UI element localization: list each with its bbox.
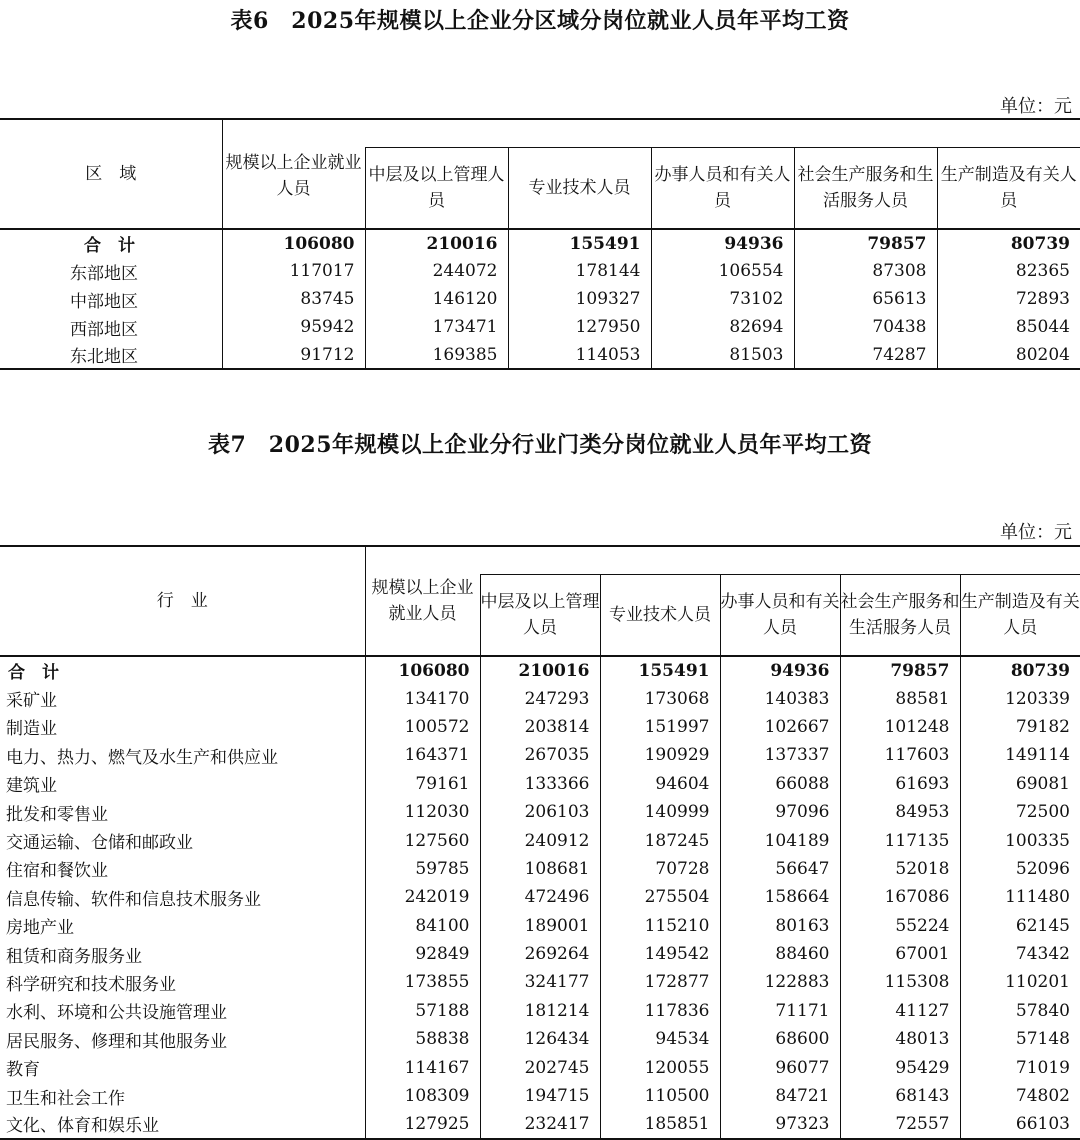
table-cell: 101248 bbox=[840, 713, 960, 741]
table-cell: 83745 bbox=[222, 285, 365, 313]
table-cell: 210016 bbox=[480, 656, 600, 684]
table-cell: 106080 bbox=[222, 229, 365, 257]
table-cell: 185851 bbox=[600, 1110, 720, 1138]
table-cell: 158664 bbox=[720, 883, 840, 911]
table-row bbox=[0, 883, 1080, 911]
table-cell: 56647 bbox=[720, 855, 840, 883]
table-cell: 109327 bbox=[508, 285, 651, 313]
table-cell: 97323 bbox=[720, 1110, 840, 1138]
table6-col-header: 生产制造及有关人员 bbox=[937, 147, 1080, 229]
table-cell: 102667 bbox=[720, 713, 840, 741]
row-label: 东部地区 bbox=[70, 263, 138, 284]
table-cell: 73102 bbox=[651, 285, 794, 313]
table-cell: 79161 bbox=[365, 770, 480, 798]
table-cell: 52096 bbox=[960, 855, 1080, 883]
table7-col-header: 社会生产服务和生活服务人员 bbox=[840, 574, 960, 656]
table-cell: 151997 bbox=[600, 713, 720, 741]
row-label: 中部地区 bbox=[70, 291, 138, 312]
table-cell: 61693 bbox=[840, 770, 960, 798]
table-row bbox=[0, 656, 1080, 684]
row-label: 合 计 bbox=[8, 663, 59, 684]
table-cell: 134170 bbox=[365, 684, 480, 712]
table-cell: 206103 bbox=[480, 798, 600, 826]
table-row bbox=[0, 940, 1080, 968]
table-cell: 173068 bbox=[600, 684, 720, 712]
table-cell: 472496 bbox=[480, 883, 600, 911]
table-cell: 149114 bbox=[960, 741, 1080, 769]
table-cell: 95429 bbox=[840, 1053, 960, 1081]
table-row bbox=[0, 968, 1080, 996]
table-cell: 324177 bbox=[480, 968, 600, 996]
table-cell: 100572 bbox=[365, 713, 480, 741]
table-cell: 127950 bbox=[508, 313, 651, 341]
table-cell: 79857 bbox=[840, 656, 960, 684]
table-cell: 173855 bbox=[365, 968, 480, 996]
table-cell: 106080 bbox=[365, 656, 480, 684]
table-cell: 74287 bbox=[794, 341, 937, 369]
table-cell: 70438 bbox=[794, 313, 937, 341]
table-cell: 133366 bbox=[480, 770, 600, 798]
table-cell: 68143 bbox=[840, 1082, 960, 1110]
table-cell: 203814 bbox=[480, 713, 600, 741]
table7-col-header: 中层及以上管理人员 bbox=[480, 574, 600, 656]
table-cell: 70728 bbox=[600, 855, 720, 883]
row-label: 批发和零售业 bbox=[6, 804, 108, 825]
row-label: 居民服务、修理和其他服务业 bbox=[6, 1031, 227, 1052]
table-cell: 87308 bbox=[794, 257, 937, 285]
table-cell: 155491 bbox=[508, 229, 651, 257]
table-cell: 187245 bbox=[600, 826, 720, 854]
table-row bbox=[0, 826, 1080, 854]
table-cell: 149542 bbox=[600, 940, 720, 968]
table-cell: 110500 bbox=[600, 1082, 720, 1110]
table-cell: 122883 bbox=[720, 968, 840, 996]
table-cell: 173471 bbox=[365, 313, 508, 341]
row-label: 交通运输、仓储和邮政业 bbox=[6, 833, 193, 854]
table-row bbox=[0, 855, 1080, 883]
table-cell: 88581 bbox=[840, 684, 960, 712]
table-cell: 167086 bbox=[840, 883, 960, 911]
table-cell: 117135 bbox=[840, 826, 960, 854]
table-cell: 202745 bbox=[480, 1053, 600, 1081]
table-cell: 178144 bbox=[508, 257, 651, 285]
row-label: 建筑业 bbox=[6, 776, 57, 797]
table6-row-header: 区 域 bbox=[0, 119, 222, 229]
table6-header-spacer bbox=[365, 119, 1080, 147]
row-label: 电力、热力、燃气及水生产和供应业 bbox=[6, 747, 278, 768]
table-row bbox=[0, 341, 1080, 369]
table-cell: 232417 bbox=[480, 1110, 600, 1138]
table6-title: 表6 2025年规模以上企业分区域分岗位就业人员年平均工资 bbox=[230, 8, 850, 34]
table7-header-spacer bbox=[480, 546, 1080, 574]
table-cell: 112030 bbox=[365, 798, 480, 826]
table-cell: 59785 bbox=[365, 855, 480, 883]
row-label: 科学研究和技术服务业 bbox=[6, 974, 176, 995]
table-cell: 92849 bbox=[365, 940, 480, 968]
table-cell: 189001 bbox=[480, 912, 600, 940]
table6-unit: 单位：元 bbox=[1000, 96, 1072, 117]
table-cell: 181214 bbox=[480, 997, 600, 1025]
table-cell: 169385 bbox=[365, 341, 508, 369]
table6-col-header: 办事人员和有关人员 bbox=[651, 147, 794, 229]
table-row bbox=[0, 1082, 1080, 1110]
table-cell: 172877 bbox=[600, 968, 720, 996]
table-row bbox=[0, 1025, 1080, 1053]
table-row bbox=[0, 770, 1080, 798]
table-cell: 120339 bbox=[960, 684, 1080, 712]
table-cell: 82365 bbox=[937, 257, 1080, 285]
row-label: 采矿业 bbox=[6, 691, 57, 712]
table-cell: 66088 bbox=[720, 770, 840, 798]
table-cell: 140999 bbox=[600, 798, 720, 826]
table7-unit: 单位：元 bbox=[1000, 522, 1072, 543]
table-cell: 94604 bbox=[600, 770, 720, 798]
table-cell: 100335 bbox=[960, 826, 1080, 854]
table-cell: 71171 bbox=[720, 997, 840, 1025]
table-cell: 137337 bbox=[720, 741, 840, 769]
table-cell: 55224 bbox=[840, 912, 960, 940]
table-cell: 242019 bbox=[365, 883, 480, 911]
table-row bbox=[0, 257, 1080, 285]
table-cell: 58838 bbox=[365, 1025, 480, 1053]
table-cell: 80204 bbox=[937, 341, 1080, 369]
table-row bbox=[0, 313, 1080, 341]
table-cell: 108681 bbox=[480, 855, 600, 883]
table-cell: 115210 bbox=[600, 912, 720, 940]
table-cell: 94936 bbox=[720, 656, 840, 684]
table-cell: 244072 bbox=[365, 257, 508, 285]
table-row bbox=[0, 1053, 1080, 1081]
row-label: 西部地区 bbox=[70, 319, 138, 340]
table-cell: 96077 bbox=[720, 1053, 840, 1081]
table-cell: 74802 bbox=[960, 1082, 1080, 1110]
table-cell: 111480 bbox=[960, 883, 1080, 911]
row-label: 卫生和社会工作 bbox=[6, 1088, 125, 1109]
table-cell: 80163 bbox=[720, 912, 840, 940]
table-cell: 117603 bbox=[840, 741, 960, 769]
table-cell: 127560 bbox=[365, 826, 480, 854]
table-cell: 106554 bbox=[651, 257, 794, 285]
table-cell: 84721 bbox=[720, 1082, 840, 1110]
table-row bbox=[0, 1110, 1080, 1138]
table-cell: 247293 bbox=[480, 684, 600, 712]
table-cell: 117017 bbox=[222, 257, 365, 285]
table7-col-header: 办事人员和有关人员 bbox=[720, 574, 840, 656]
row-label: 制造业 bbox=[6, 719, 57, 740]
table-row bbox=[0, 285, 1080, 313]
row-label: 信息传输、软件和信息技术服务业 bbox=[6, 889, 261, 910]
table6-col-main: 规模以上企业就业人员 bbox=[222, 119, 365, 229]
table-cell: 80739 bbox=[937, 229, 1080, 257]
table6-col-header: 专业技术人员 bbox=[508, 147, 651, 229]
row-label: 房地产业 bbox=[6, 918, 74, 939]
table-cell: 110201 bbox=[960, 968, 1080, 996]
row-label: 合 计 bbox=[84, 236, 135, 256]
table7-row-header: 行 业 bbox=[0, 546, 365, 656]
table-cell: 62145 bbox=[960, 912, 1080, 940]
table6 bbox=[0, 118, 1080, 370]
table-cell: 114167 bbox=[365, 1053, 480, 1081]
table-cell: 65613 bbox=[794, 285, 937, 313]
table-cell: 79857 bbox=[794, 229, 937, 257]
table-cell: 67001 bbox=[840, 940, 960, 968]
table-cell: 146120 bbox=[365, 285, 508, 313]
table-cell: 69081 bbox=[960, 770, 1080, 798]
table-cell: 84100 bbox=[365, 912, 480, 940]
table7-col-header: 生产制造及有关人员 bbox=[960, 574, 1080, 656]
table-cell: 164371 bbox=[365, 741, 480, 769]
table-row bbox=[0, 684, 1080, 712]
row-label: 水利、环境和公共设施管理业 bbox=[6, 1003, 227, 1024]
table-row bbox=[0, 997, 1080, 1025]
table-cell: 115308 bbox=[840, 968, 960, 996]
table7-col-header: 专业技术人员 bbox=[600, 574, 720, 656]
table-cell: 57840 bbox=[960, 997, 1080, 1025]
table-row bbox=[0, 713, 1080, 741]
table-cell: 97096 bbox=[720, 798, 840, 826]
table-cell: 91712 bbox=[222, 341, 365, 369]
table-cell: 82694 bbox=[651, 313, 794, 341]
table-cell: 95942 bbox=[222, 313, 365, 341]
row-label: 文化、体育和娱乐业 bbox=[0, 1110, 365, 1138]
table-cell: 117836 bbox=[600, 997, 720, 1025]
table-cell: 120055 bbox=[600, 1053, 720, 1081]
table-cell: 114053 bbox=[508, 341, 651, 369]
table-cell: 275504 bbox=[600, 883, 720, 911]
table6-col-header: 中层及以上管理人员 bbox=[365, 147, 508, 229]
row-label: 住宿和餐饮业 bbox=[6, 861, 108, 882]
table-cell: 80739 bbox=[960, 656, 1080, 684]
table-cell: 210016 bbox=[365, 229, 508, 257]
table-cell: 57148 bbox=[960, 1025, 1080, 1053]
table-cell: 269264 bbox=[480, 940, 600, 968]
table-cell: 74342 bbox=[960, 940, 1080, 968]
row-label: 租赁和商务服务业 bbox=[6, 946, 142, 967]
table7-col-main: 规模以上企业就业人员 bbox=[365, 546, 480, 656]
table-cell: 57188 bbox=[365, 997, 480, 1025]
table-row bbox=[0, 229, 1080, 257]
table-cell: 108309 bbox=[365, 1082, 480, 1110]
table7 bbox=[0, 545, 1080, 1140]
table-cell: 94936 bbox=[651, 229, 794, 257]
row-label: 东北地区 bbox=[0, 341, 222, 369]
table-cell: 72500 bbox=[960, 798, 1080, 826]
table-cell: 94534 bbox=[600, 1025, 720, 1053]
table-cell: 41127 bbox=[840, 997, 960, 1025]
table-cell: 71019 bbox=[960, 1053, 1080, 1081]
table-cell: 267035 bbox=[480, 741, 600, 769]
table-row bbox=[0, 741, 1080, 769]
table-cell: 81503 bbox=[651, 341, 794, 369]
table-cell: 140383 bbox=[720, 684, 840, 712]
table-cell: 79182 bbox=[960, 713, 1080, 741]
table-cell: 66103 bbox=[960, 1110, 1080, 1138]
table-cell: 194715 bbox=[480, 1082, 600, 1110]
table-cell: 72557 bbox=[840, 1110, 960, 1138]
table-cell: 72893 bbox=[937, 285, 1080, 313]
table-cell: 85044 bbox=[937, 313, 1080, 341]
table-cell: 88460 bbox=[720, 940, 840, 968]
table-cell: 155491 bbox=[600, 656, 720, 684]
table-cell: 126434 bbox=[480, 1025, 600, 1053]
table-row bbox=[0, 798, 1080, 826]
table-cell: 84953 bbox=[840, 798, 960, 826]
table-cell: 68600 bbox=[720, 1025, 840, 1053]
row-label: 教育 bbox=[6, 1060, 40, 1081]
table-cell: 240912 bbox=[480, 826, 600, 854]
table-row bbox=[0, 912, 1080, 940]
table-cell: 52018 bbox=[840, 855, 960, 883]
table-cell: 48013 bbox=[840, 1025, 960, 1053]
table-cell: 104189 bbox=[720, 826, 840, 854]
table-cell: 190929 bbox=[600, 741, 720, 769]
table-cell: 127925 bbox=[365, 1110, 480, 1138]
table7-title: 表7 2025年规模以上企业分行业门类分岗位就业人员年平均工资 bbox=[207, 432, 873, 458]
table6-col-header: 社会生产服务和生活服务人员 bbox=[794, 147, 937, 229]
